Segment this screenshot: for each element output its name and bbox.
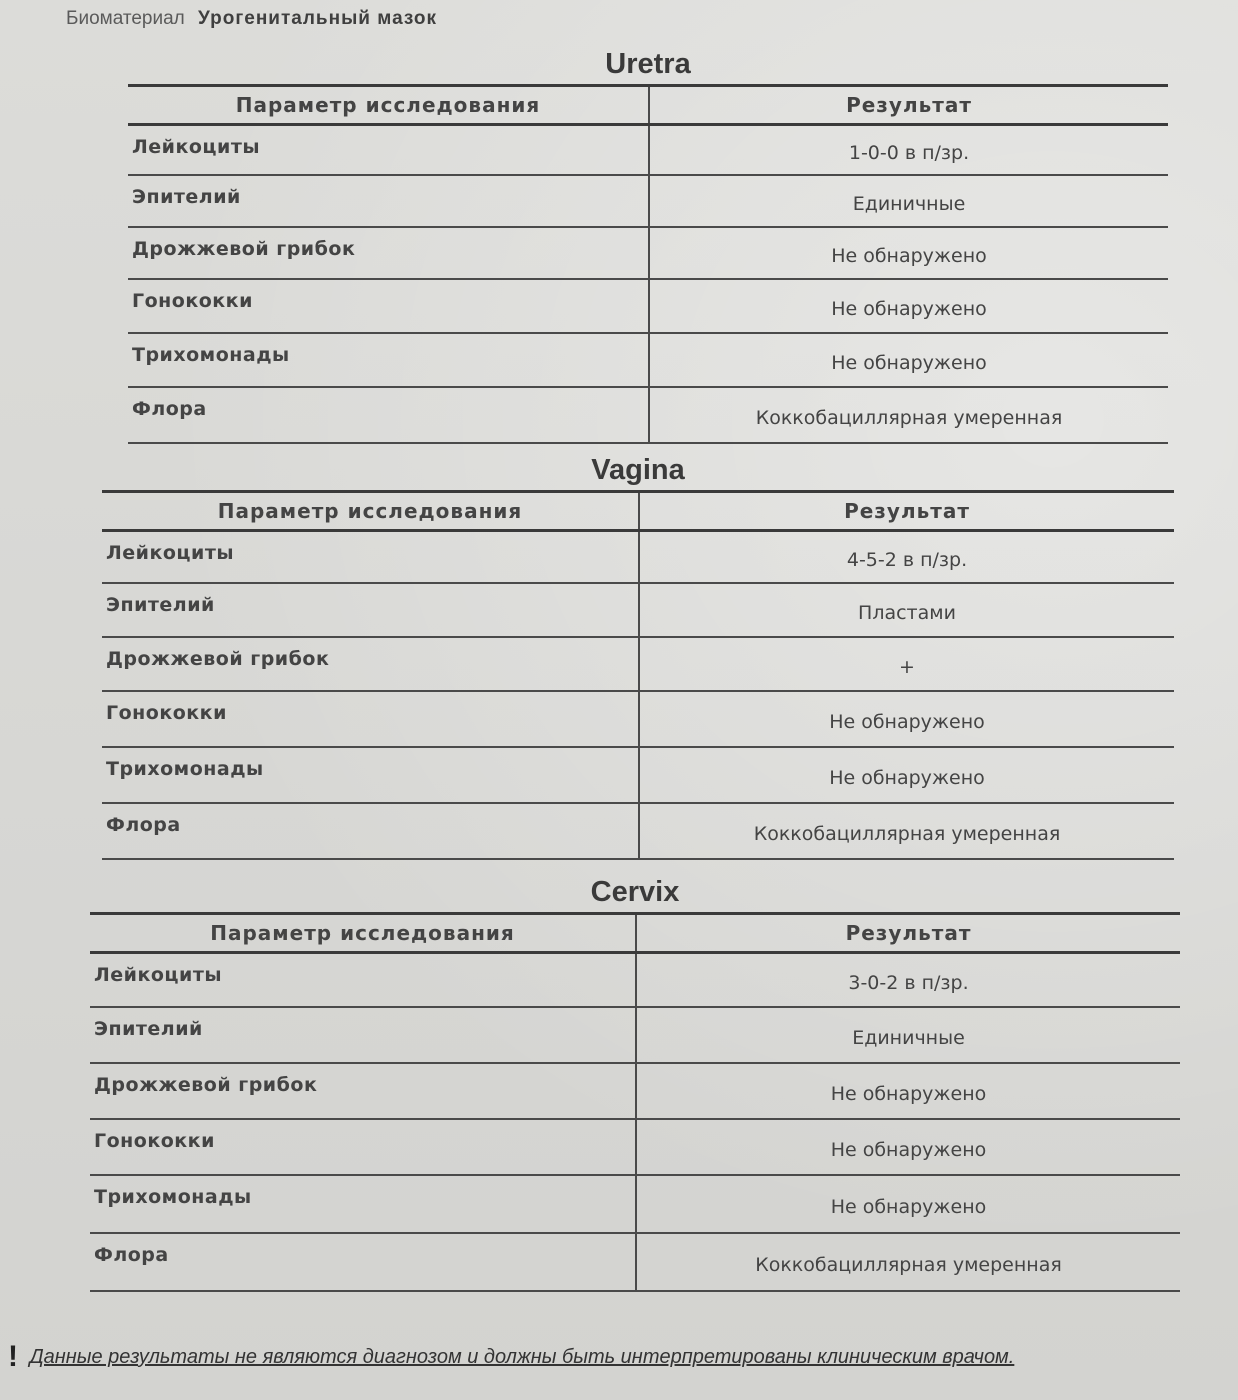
table-row (128, 333, 1168, 387)
table-row (90, 1175, 1180, 1233)
table-header-row (90, 914, 1180, 953)
param-cell: Эпителий (90, 1007, 636, 1063)
param-cell: Лейкоциты (90, 953, 636, 1007)
param-cell: Лейкоциты (128, 125, 649, 175)
section-title: Cervix (590, 876, 680, 908)
table-row (90, 1233, 1180, 1291)
result-cell: Не обнаружено (639, 691, 1174, 747)
table-row (128, 125, 1168, 175)
section-uretra (128, 44, 1168, 444)
result-cell: 3-0-2 в п/зр. (636, 953, 1180, 1007)
param-cell: Трихомонады (90, 1175, 636, 1233)
table-row (90, 953, 1180, 1007)
table-row (90, 1063, 1180, 1119)
result-cell: Пластами (639, 583, 1174, 637)
param-cell: Флора (128, 387, 649, 443)
disclaimer (8, 1340, 1188, 1374)
param-cell: Эпителий (128, 175, 649, 227)
results-table (90, 912, 1180, 1292)
result-cell: Коккобациллярная умеренная (639, 803, 1174, 859)
result-cell: Не обнаружено (649, 279, 1168, 333)
column-header-result: Результат (639, 492, 1174, 531)
result-cell: Не обнаружено (649, 333, 1168, 387)
biomaterial-label: Биоматериал (66, 8, 185, 29)
section-cervix (90, 872, 1180, 1292)
section-vagina (102, 450, 1174, 860)
param-cell: Гонококки (90, 1119, 636, 1175)
table-row (128, 279, 1168, 333)
table-row (90, 1007, 1180, 1063)
column-header-param: Параметр исследования (90, 914, 636, 953)
param-cell: Эпителий (102, 583, 639, 637)
result-cell: + (639, 637, 1174, 691)
disclaimer-text: Данные результаты не являются диагнозом и должны быть интерпретированы клиническим врачом. (29, 1346, 1015, 1368)
result-cell: Коккобациллярная умеренная (636, 1233, 1180, 1291)
result-cell: Не обнаружено (636, 1063, 1180, 1119)
table-row (102, 803, 1174, 859)
param-cell: Трихомонады (128, 333, 649, 387)
column-header-result: Результат (649, 86, 1168, 125)
param-cell: Трихомонады (102, 747, 639, 803)
result-cell: Не обнаружено (636, 1175, 1180, 1233)
table-row (128, 175, 1168, 227)
param-cell: Дрожжевой грибок (90, 1063, 636, 1119)
column-header-param: Параметр исследования (102, 492, 639, 531)
section-title: Vagina (591, 454, 685, 486)
result-cell: Коккобациллярная умеренная (649, 387, 1168, 443)
param-cell: Дрожжевой грибок (128, 227, 649, 279)
table-row (102, 691, 1174, 747)
result-cell: Единичные (636, 1007, 1180, 1063)
result-cell: Не обнаружено (649, 227, 1168, 279)
table-header-row (128, 86, 1168, 125)
results-table (102, 490, 1174, 860)
biomaterial-value: Урогенитальный мазок (198, 8, 437, 29)
result-cell: 1-0-0 в п/зр. (649, 125, 1168, 175)
param-cell: Флора (102, 803, 639, 859)
table-row (90, 1119, 1180, 1175)
column-header-param: Параметр исследования (128, 86, 649, 125)
biomaterial-line (66, 8, 437, 30)
result-cell: 4-5-2 в п/зр. (639, 531, 1174, 583)
table-row (102, 583, 1174, 637)
table-row (102, 747, 1174, 803)
result-cell: Не обнаружено (636, 1119, 1180, 1175)
column-header-result: Результат (636, 914, 1180, 953)
param-cell: Гонококки (128, 279, 649, 333)
result-cell: Не обнаружено (639, 747, 1174, 803)
section-title: Uretra (605, 48, 691, 80)
table-row (128, 387, 1168, 443)
param-cell: Флора (90, 1233, 636, 1291)
exclamation-icon: ! (8, 1340, 18, 1373)
table-header-row (102, 492, 1174, 531)
param-cell: Лейкоциты (102, 531, 639, 583)
param-cell: Гонококки (102, 691, 639, 747)
table-row (102, 531, 1174, 583)
results-table (128, 84, 1168, 444)
table-row (102, 637, 1174, 691)
param-cell: Дрожжевой грибок (102, 637, 639, 691)
result-cell: Единичные (649, 175, 1168, 227)
table-row (128, 227, 1168, 279)
